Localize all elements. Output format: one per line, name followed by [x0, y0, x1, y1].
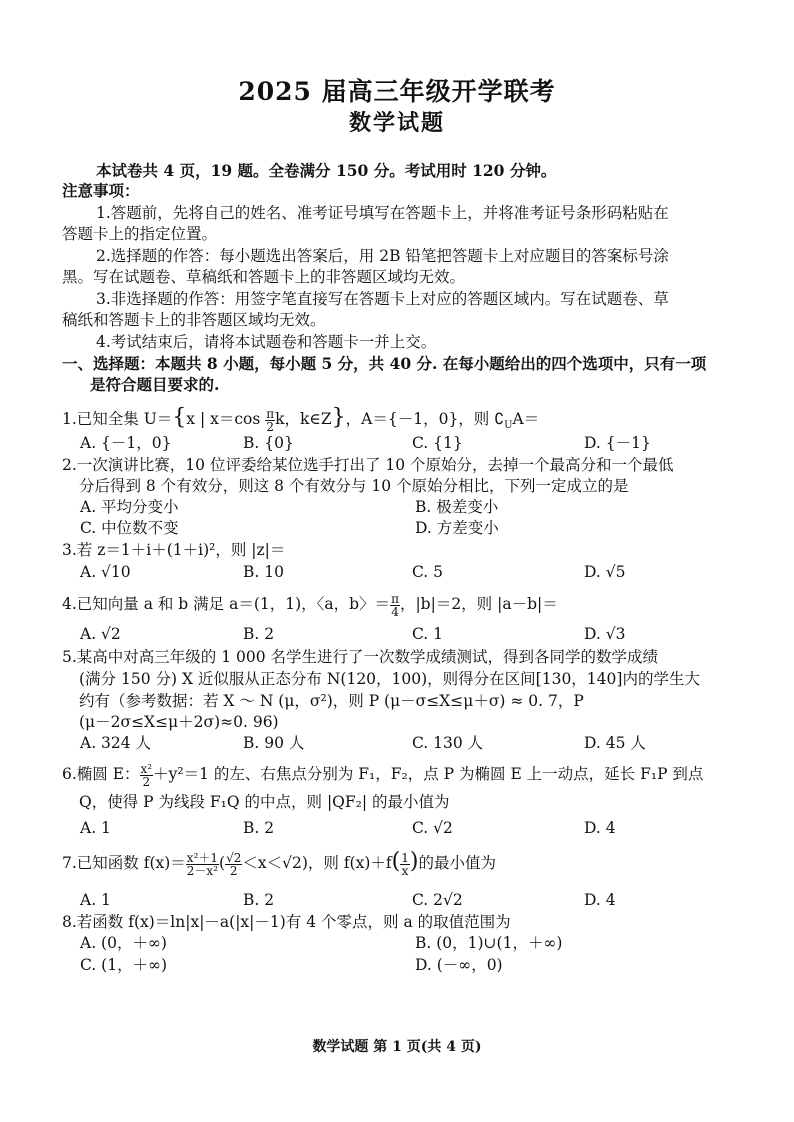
- q1-option-c[interactable]: C. {1}: [412, 434, 463, 452]
- q7-option-d[interactable]: D. 4: [584, 891, 616, 909]
- subject-title: 数学试题: [348, 110, 445, 136]
- section-heading-line2: 是符合题目要求的.: [90, 375, 220, 394]
- q3-option-b[interactable]: B. 10: [243, 563, 284, 581]
- q5-option-c[interactable]: C. 130 人: [412, 734, 484, 752]
- one-over-x-fraction: $\frac{1}{x}$: [401, 850, 409, 878]
- question-1-stem: 1.已知全集 U＝{x | x＝cos $\frac{\pi}{2}$ k，k∈Z}，A＝{－1，0}，则 $∁_UA=$: [62, 405, 540, 434]
- q6-option-a[interactable]: A. 1: [80, 819, 111, 837]
- question-6-line2: Q，使得 P 为线段 F₁Q 的中点，则 |QF₂| 的最小值为: [79, 793, 450, 811]
- q2-option-a[interactable]: A. 平均分变小: [80, 498, 179, 516]
- q2-option-c[interactable]: C. 中位数不变: [80, 519, 179, 537]
- question-5-line1: 5.某高中对高三年级的 1 000 名学生进行了一次数学成绩测试，得到各同学的数学成绩: [62, 648, 659, 666]
- notice-3-line2: 稿纸和答题卡上的非答题区域均无效。: [62, 311, 326, 329]
- exam-summary: 本试卷共 4 页，19 题。全卷满分 150 分。考试用时 120 分钟。: [96, 161, 557, 180]
- exam-title: 2025 届高三年级开学联考: [238, 77, 556, 106]
- q5-option-b[interactable]: B. 90 人: [243, 734, 305, 752]
- pi-over-4-fraction: $\frac{\pi}{4}$: [391, 591, 399, 619]
- q4-option-d[interactable]: D. √3: [584, 625, 626, 643]
- section-heading: 一、选择题：本题共 8 小题，每小题 5 分，共 40 分. 在每小题给出的四个选项中，只有一项: [62, 354, 707, 373]
- notice-heading: 注意事项：: [62, 181, 140, 200]
- q2-option-b[interactable]: B. 极差变小: [415, 498, 499, 516]
- notice-2-line2: 黑。写在试题卷、草稿纸和答题卡上的非答题区域均无效。: [62, 268, 466, 286]
- q5-option-a[interactable]: A. 324 人: [80, 734, 152, 752]
- q8-option-b[interactable]: B. (0，1)∪(1，＋∞): [415, 934, 563, 952]
- notice-3-line1: 3.非选择题的作答：用签字笔直接写在答题卡上对应的答题区域内。写在试题卷、草: [96, 290, 669, 308]
- question-5-line3: 约有（参考数据：若 X ～ N (μ，σ²)，则 P (μ－σ≤X≤μ＋σ) ≈ 0. 7，P: [79, 692, 584, 710]
- q7-option-a[interactable]: A. 1: [80, 891, 111, 909]
- function-fraction: $\frac{\text{x²＋1}}{\text{2－x²}}$: [186, 850, 219, 878]
- pi-over-2-fraction: $\frac{\pi}{2}$: [266, 406, 275, 434]
- notice-4: 4.考试结束后，请将本试题卷和答题卡一并上交。: [96, 333, 437, 351]
- q8-option-a[interactable]: A. (0，＋∞): [80, 934, 167, 952]
- q4-option-b[interactable]: B. 2: [243, 625, 275, 643]
- q3-option-d[interactable]: D. √5: [584, 563, 626, 581]
- q1-option-d[interactable]: D. {－1}: [584, 434, 651, 452]
- q8-option-c[interactable]: C. (1，＋∞): [80, 956, 168, 974]
- q8-option-d[interactable]: D. (－∞，0): [415, 956, 503, 974]
- sqrt2-over-2-fraction: $\frac{√2}{2}$: [226, 850, 242, 878]
- question-7-stem: 7.已知函数 f(x)＝ $\frac{\text{x²＋1}}{\text{2－x²}}$ ( $\frac{√2}{2}$ ＜x＜√2)，则 f(x)＋f( $\frac{1}{x}$ )的最小值为: [62, 849, 496, 878]
- page-footer: 数学试题 第 1 页(共 4 页): [312, 1039, 482, 1055]
- q1-option-b[interactable]: B. {0}: [243, 434, 294, 452]
- ellipse-fraction: $\frac{\text{x²}}{2}$: [140, 761, 153, 789]
- question-3-stem: 3.若 z＝1＋i＋(1＋i)²，则 |z|＝: [62, 541, 286, 559]
- q3-option-c[interactable]: C. 5: [412, 563, 444, 581]
- q4-option-c[interactable]: C. 1: [412, 625, 444, 643]
- notice-1-line2: 答题卡上的指定位置。: [62, 225, 218, 243]
- q7-option-b[interactable]: B. 2: [243, 891, 275, 909]
- q6-option-c[interactable]: C. √2: [412, 819, 453, 837]
- notice-1-line1: 1.答题前，先将自己的姓名、准考证号填写在答题卡上，并将准考证号条形码粘贴在: [96, 204, 669, 222]
- q1-option-a[interactable]: A. {－1，0}: [80, 434, 172, 452]
- q6-option-b[interactable]: B. 2: [243, 819, 275, 837]
- q2-option-d[interactable]: D. 方差变小: [415, 519, 499, 537]
- question-2-line2: 分后得到 8 个有效分，则这 8 个有效分与 10 个原始分相比，下列一定成立的是: [79, 477, 629, 495]
- question-2-line1: 2.一次演讲比赛，10 位评委给某位选手打出了 10 个原始分，去掉一个最高分和一个最低: [62, 456, 674, 474]
- q5-option-d[interactable]: D. 45 人: [584, 734, 646, 752]
- q3-option-a[interactable]: A. √10: [80, 563, 131, 581]
- question-5-line4: (μ－2σ≤X≤μ＋2σ)≈0. 96): [79, 713, 279, 731]
- question-5-line2: (满分 150 分) X 近似服从正态分布 N(120，100)，则得分在区间[130，140]内的学生大: [79, 670, 700, 688]
- question-4-stem: 4.已知向量 a 和 b 满足 a＝(1，1)，〈a，b〉＝ $\frac{\pi}{4}$ ，|b|＝2，则 |a－b|＝: [62, 591, 558, 619]
- q4-option-a[interactable]: A. √2: [80, 625, 121, 643]
- question-8-stem: 8.若函数 f(x)＝ln|x|－a(|x|－1)有 4 个零点，则 a 的取值范围为: [62, 913, 511, 931]
- notice-2-line1: 2.选择题的作答：每小题选出答案后，用 2B 铅笔把答题卡上对应题目的答案标号涂: [96, 247, 669, 265]
- question-6-stem: 6.椭圆 E： $\frac{\text{x²}}{2}$ ＋y²＝1 的左、右焦点分别为 F₁，F₂，点 P 为椭圆 E 上一动点，延长 F₁P 到点: [62, 761, 704, 789]
- q6-option-d[interactable]: D. 4: [584, 819, 616, 837]
- q7-option-c[interactable]: C. 2√2: [412, 891, 463, 909]
